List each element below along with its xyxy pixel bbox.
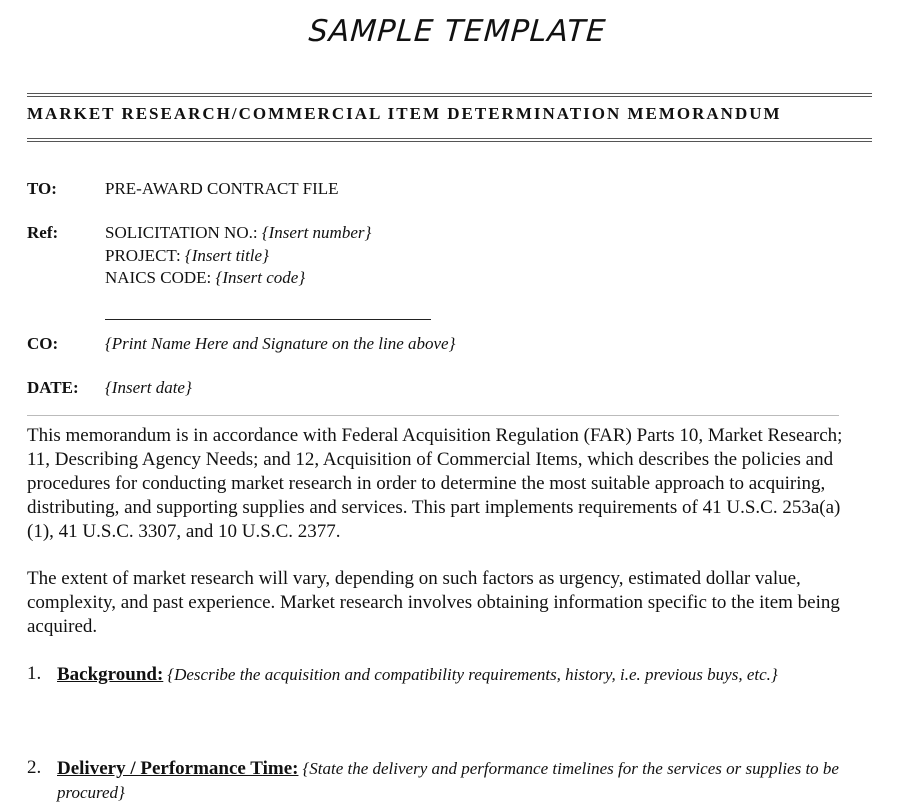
top-rule-2	[27, 96, 872, 97]
date-label: DATE:	[27, 378, 79, 397]
item-number-1: 1.	[27, 663, 42, 684]
intro-paragraph: This memorandum is in accordance with Federal Acquisition Regulation (FAR) Parts 10, Market Research; 11, Describing Agency Needs; and 12, Acquisition of Commercial Items, which describes the policies and procedures for conducting market research in order to determine the most suitable approach to acquiring, distributing, and supporting supplies and services. This part implements requirements of 41 U.S.C. 253a(a)(1), 41 U.S.C. 3307, and 10 U.S.C. 2377.	[27, 425, 843, 542]
extent-paragraph: The extent of market research will vary, depending on such factors as urgency, estimated dollar value, complexity, and past experience. Market research involves obtaining information specific to the item being acquired.	[27, 568, 840, 637]
naics-value: {Insert code}	[215, 268, 306, 287]
naics-line	[105, 268, 305, 288]
project-line	[105, 246, 269, 266]
project-value: {Insert title}	[184, 246, 269, 265]
solicitation-label: SOLICITATION NO.:	[105, 223, 258, 242]
project-label: PROJECT:	[105, 246, 181, 265]
title-rule-1	[27, 138, 872, 139]
solicitation-line	[105, 223, 371, 243]
title-rule-2	[27, 141, 872, 142]
to-value: PRE-AWARD CONTRACT FILE	[105, 179, 339, 198]
section-divider	[27, 415, 839, 416]
background-item	[57, 663, 847, 687]
ref-label: Ref:	[27, 223, 59, 242]
naics-label: NAICS CODE:	[105, 268, 212, 287]
background-text: {Describe the acquisition and compatibility requirements, history, i.e. previous buys, etc.}	[167, 665, 778, 684]
sample-template-banner: SAMPLE TEMPLATE	[307, 14, 608, 49]
co-label: CO:	[27, 334, 59, 353]
solicitation-value: {Insert number}	[261, 223, 372, 242]
date-value: {Insert date}	[105, 378, 192, 397]
to-label: TO:	[27, 179, 57, 198]
delivery-item	[57, 757, 847, 805]
top-rule-1	[27, 93, 872, 94]
background-heading: Background:	[57, 664, 164, 685]
signature-line	[105, 319, 431, 320]
co-value: {Print Name Here and Signature on the line above}	[105, 334, 456, 353]
delivery-heading: Delivery / Performance Time:	[57, 758, 299, 779]
memo-title: MARKET RESEARCH/COMMERCIAL ITEM DETERMINATION MEMORANDUM	[27, 104, 782, 123]
item-number-2: 2.	[27, 757, 42, 778]
delivery-text: {State the delivery and performance timelines for the services or supplies to be procured}	[57, 759, 839, 802]
